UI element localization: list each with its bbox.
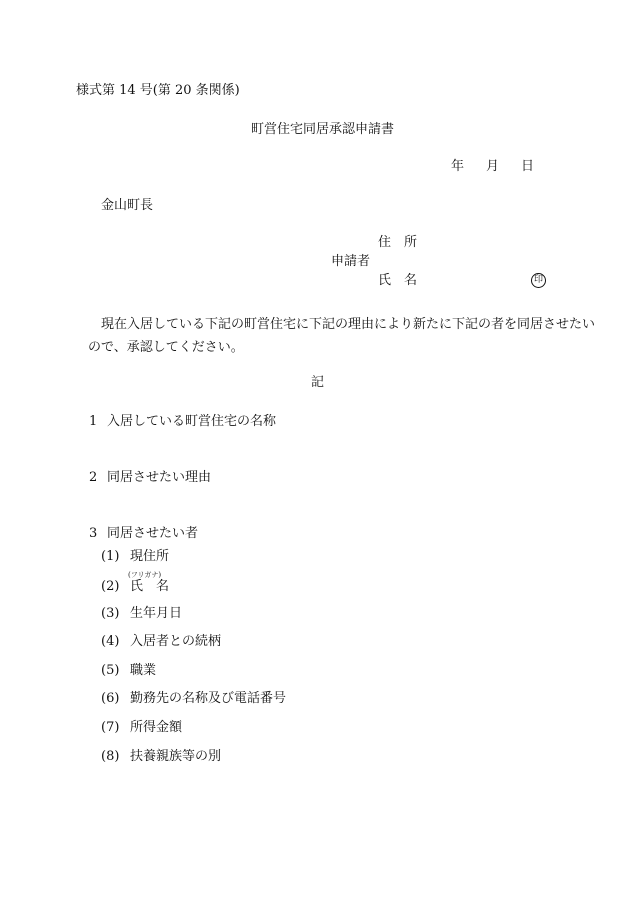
sub-item-number: (8) [101, 749, 120, 764]
sub-item-label: 扶養親族等の別 [130, 749, 222, 764]
seal-mark: 印 [531, 273, 546, 288]
sub-item-number: (4) [101, 634, 120, 649]
body-line-1: 現在入居している下記の町営住宅に下記の理由により新たに下記の者を同居させたい [101, 317, 596, 332]
date-day-label: 日 [521, 159, 535, 174]
applicant-name-label: 氏 名 [378, 273, 418, 288]
addressee: 金山町長 [101, 198, 154, 213]
item-label: 同居させたい理由 [107, 470, 212, 485]
furigana-note: (フリガナ) [128, 571, 162, 579]
date-month-label: 月 [486, 159, 500, 174]
sub-item-label: 氏 名 [130, 579, 170, 594]
item-label: 入居している町営住宅の名称 [107, 414, 277, 429]
sub-item-label: 現住所 [130, 549, 170, 564]
form-number: 様式第 14 号(第 20 条関係) [76, 83, 240, 98]
applicant-label: 申請者 [331, 254, 371, 269]
sub-item-number: (7) [101, 720, 120, 735]
sub-item-label: 職業 [130, 663, 157, 678]
item-number: 1 [89, 414, 98, 429]
sub-item-label: 所得金額 [130, 720, 183, 735]
date-year-label: 年 [451, 159, 465, 174]
sub-item-number: (5) [101, 663, 120, 678]
sub-item-number: (3) [101, 606, 120, 621]
ki-heading: 記 [311, 375, 325, 390]
sub-item-label: 勤務先の名称及び電話番号 [130, 691, 287, 706]
sub-item-number: (1) [101, 549, 120, 564]
item-label: 同居させたい者 [107, 526, 199, 541]
item-number: 3 [89, 526, 98, 541]
sub-item-number: (2) [101, 579, 120, 594]
body-line-2: ので、承認してください。 [88, 340, 244, 355]
item-number: 2 [89, 470, 98, 485]
sub-item-number: (6) [101, 691, 120, 706]
sub-item-label: 生年月日 [130, 606, 183, 621]
document-title: 町営住宅同居承認申請書 [251, 122, 395, 137]
applicant-address-label: 住 所 [378, 235, 418, 250]
sub-item-label: 入居者との続柄 [130, 634, 222, 649]
